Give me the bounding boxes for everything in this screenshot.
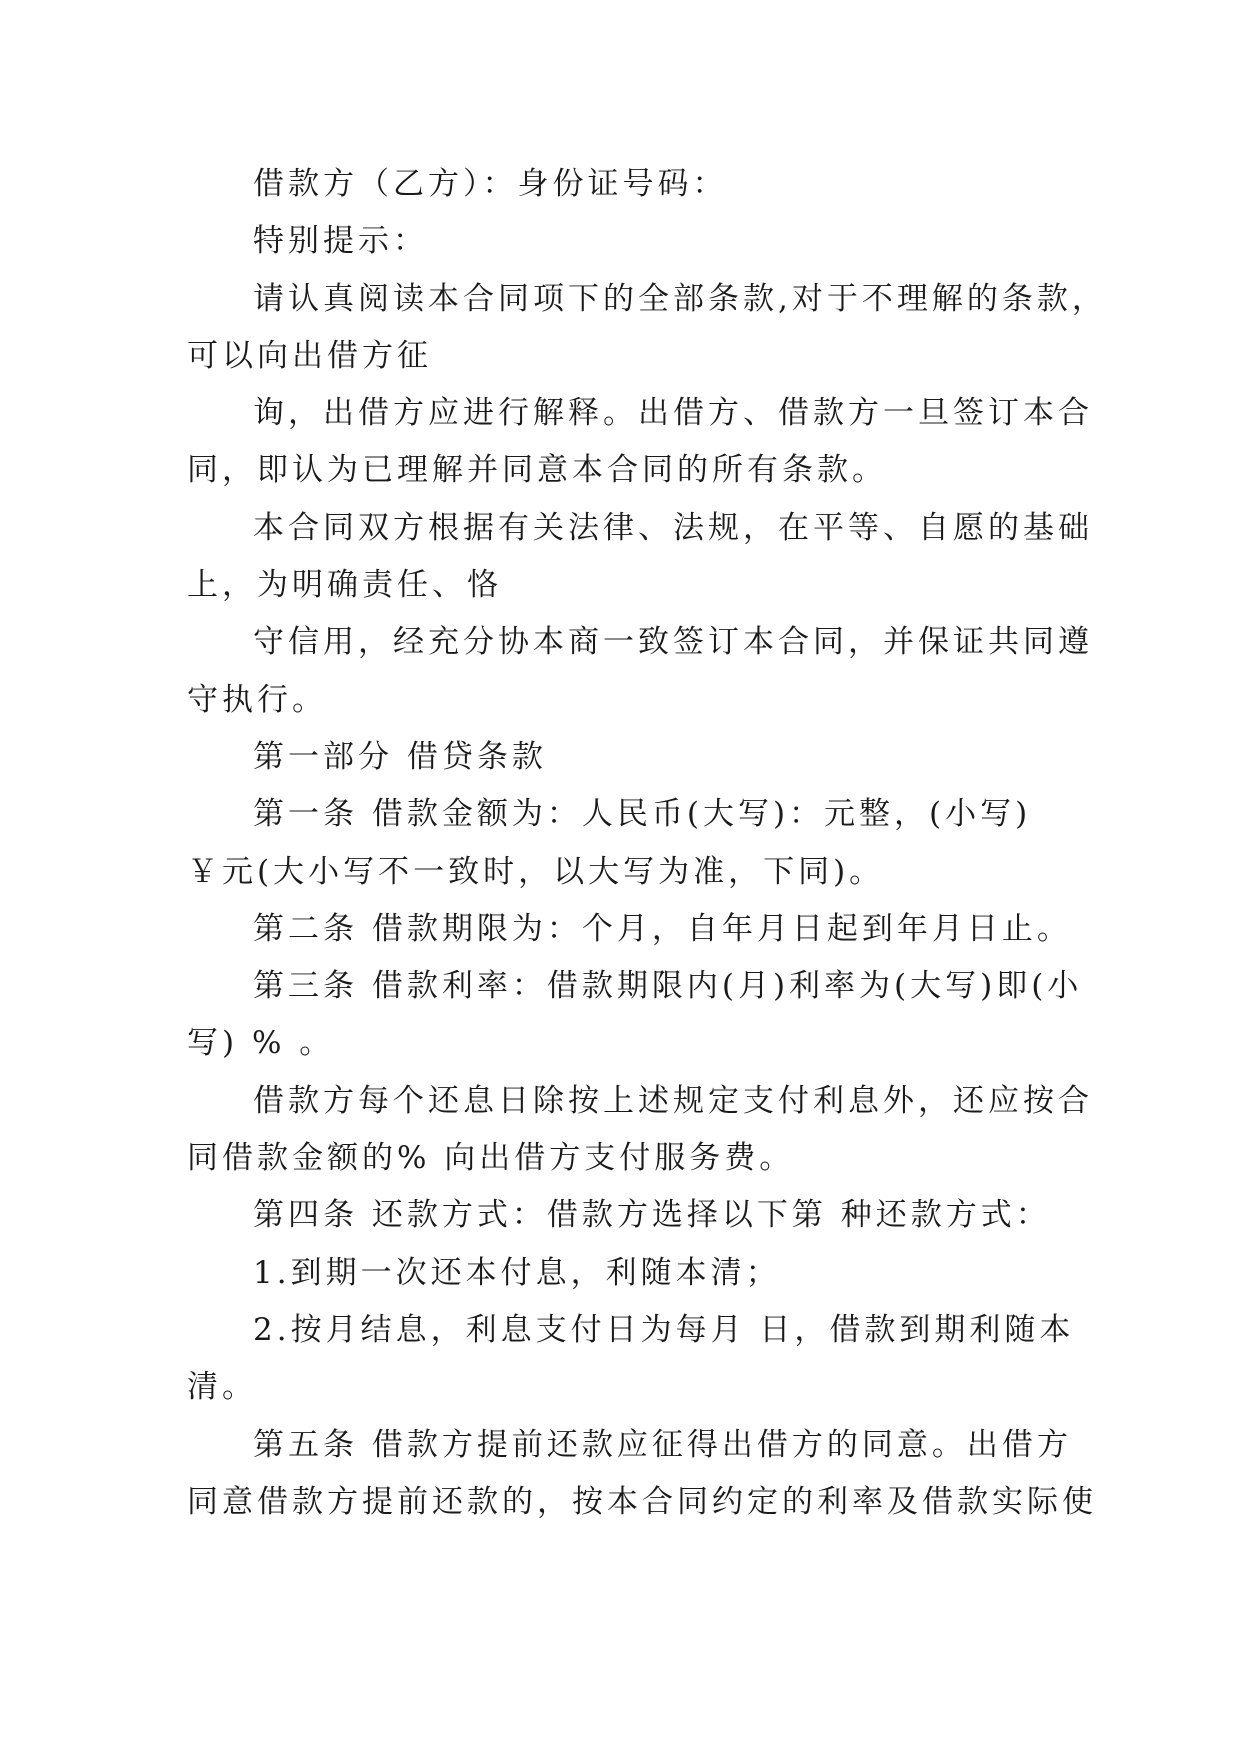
article-1-line: 第一条 借款金额为：人民币(大写)：元整，(小写) — [253, 796, 1032, 833]
notice-line: 可以向出借方征 — [187, 337, 432, 374]
notice-line: 同，即认为已理解并同意本合同的所有条款。 — [187, 452, 887, 489]
article-2-line: 第二条 借款期限为：个月，自年月日起到年月日止。 — [253, 910, 1072, 947]
service-fee-line: 借款方每个还息日除按上述规定支付利息外，还应按合 — [253, 1082, 1093, 1119]
contract-body — [187, 156, 1107, 1531]
article-3-line: 第三条 借款利率：借款期限内(月)利率为(大写)即(小 — [253, 968, 1083, 1005]
repayment-option-1: 1.到期一次还本付息，利随本清； — [253, 1254, 781, 1291]
preamble-line: 守信用，经充分协本商一致签订本合同，并保证共同遵 — [253, 624, 1093, 661]
repayment-option-2: 2.按月结息，利息支付日为每月 日，借款到期利随本 — [253, 1311, 1075, 1348]
borrower-line: 借款方（乙方）：身份证号码： — [253, 166, 728, 202]
article-5-line: 同意借款方提前还款的，按本合同约定的利率及借款实际使 — [187, 1483, 1097, 1520]
article-5-line: 第五条 借款方提前还款应征得出借方的同意。出借方 — [253, 1426, 1072, 1463]
article-3-line: 写) % 。 — [187, 1025, 335, 1062]
preamble-line: 上，为明确责任、恪 — [187, 567, 502, 604]
section-heading: 第一部分 借贷条款 — [253, 738, 547, 775]
article-4-line: 第四条 还款方式：借款方选择以下第 种还款方式： — [253, 1197, 1051, 1234]
article-1-line: ￥元(大小写不一致时，以大写为准，下同)。 — [187, 853, 885, 890]
preamble-line: 本合同双方根据有关法律、法规，在平等、自愿的基础 — [253, 509, 1093, 546]
special-notice-heading: 特别提示： — [253, 223, 428, 260]
notice-line: 请认真阅读本合同项下的全部条款,对于不理解的条款， — [253, 280, 1107, 317]
service-fee-line: 同借款金额的% 向出借方支付服务费。 — [187, 1140, 795, 1177]
repayment-option-2: 清。 — [187, 1369, 257, 1406]
notice-line: 询，出借方应进行解释。出借方、借款方一旦签订本合 — [253, 395, 1093, 432]
preamble-line: 守执行。 — [187, 681, 327, 718]
